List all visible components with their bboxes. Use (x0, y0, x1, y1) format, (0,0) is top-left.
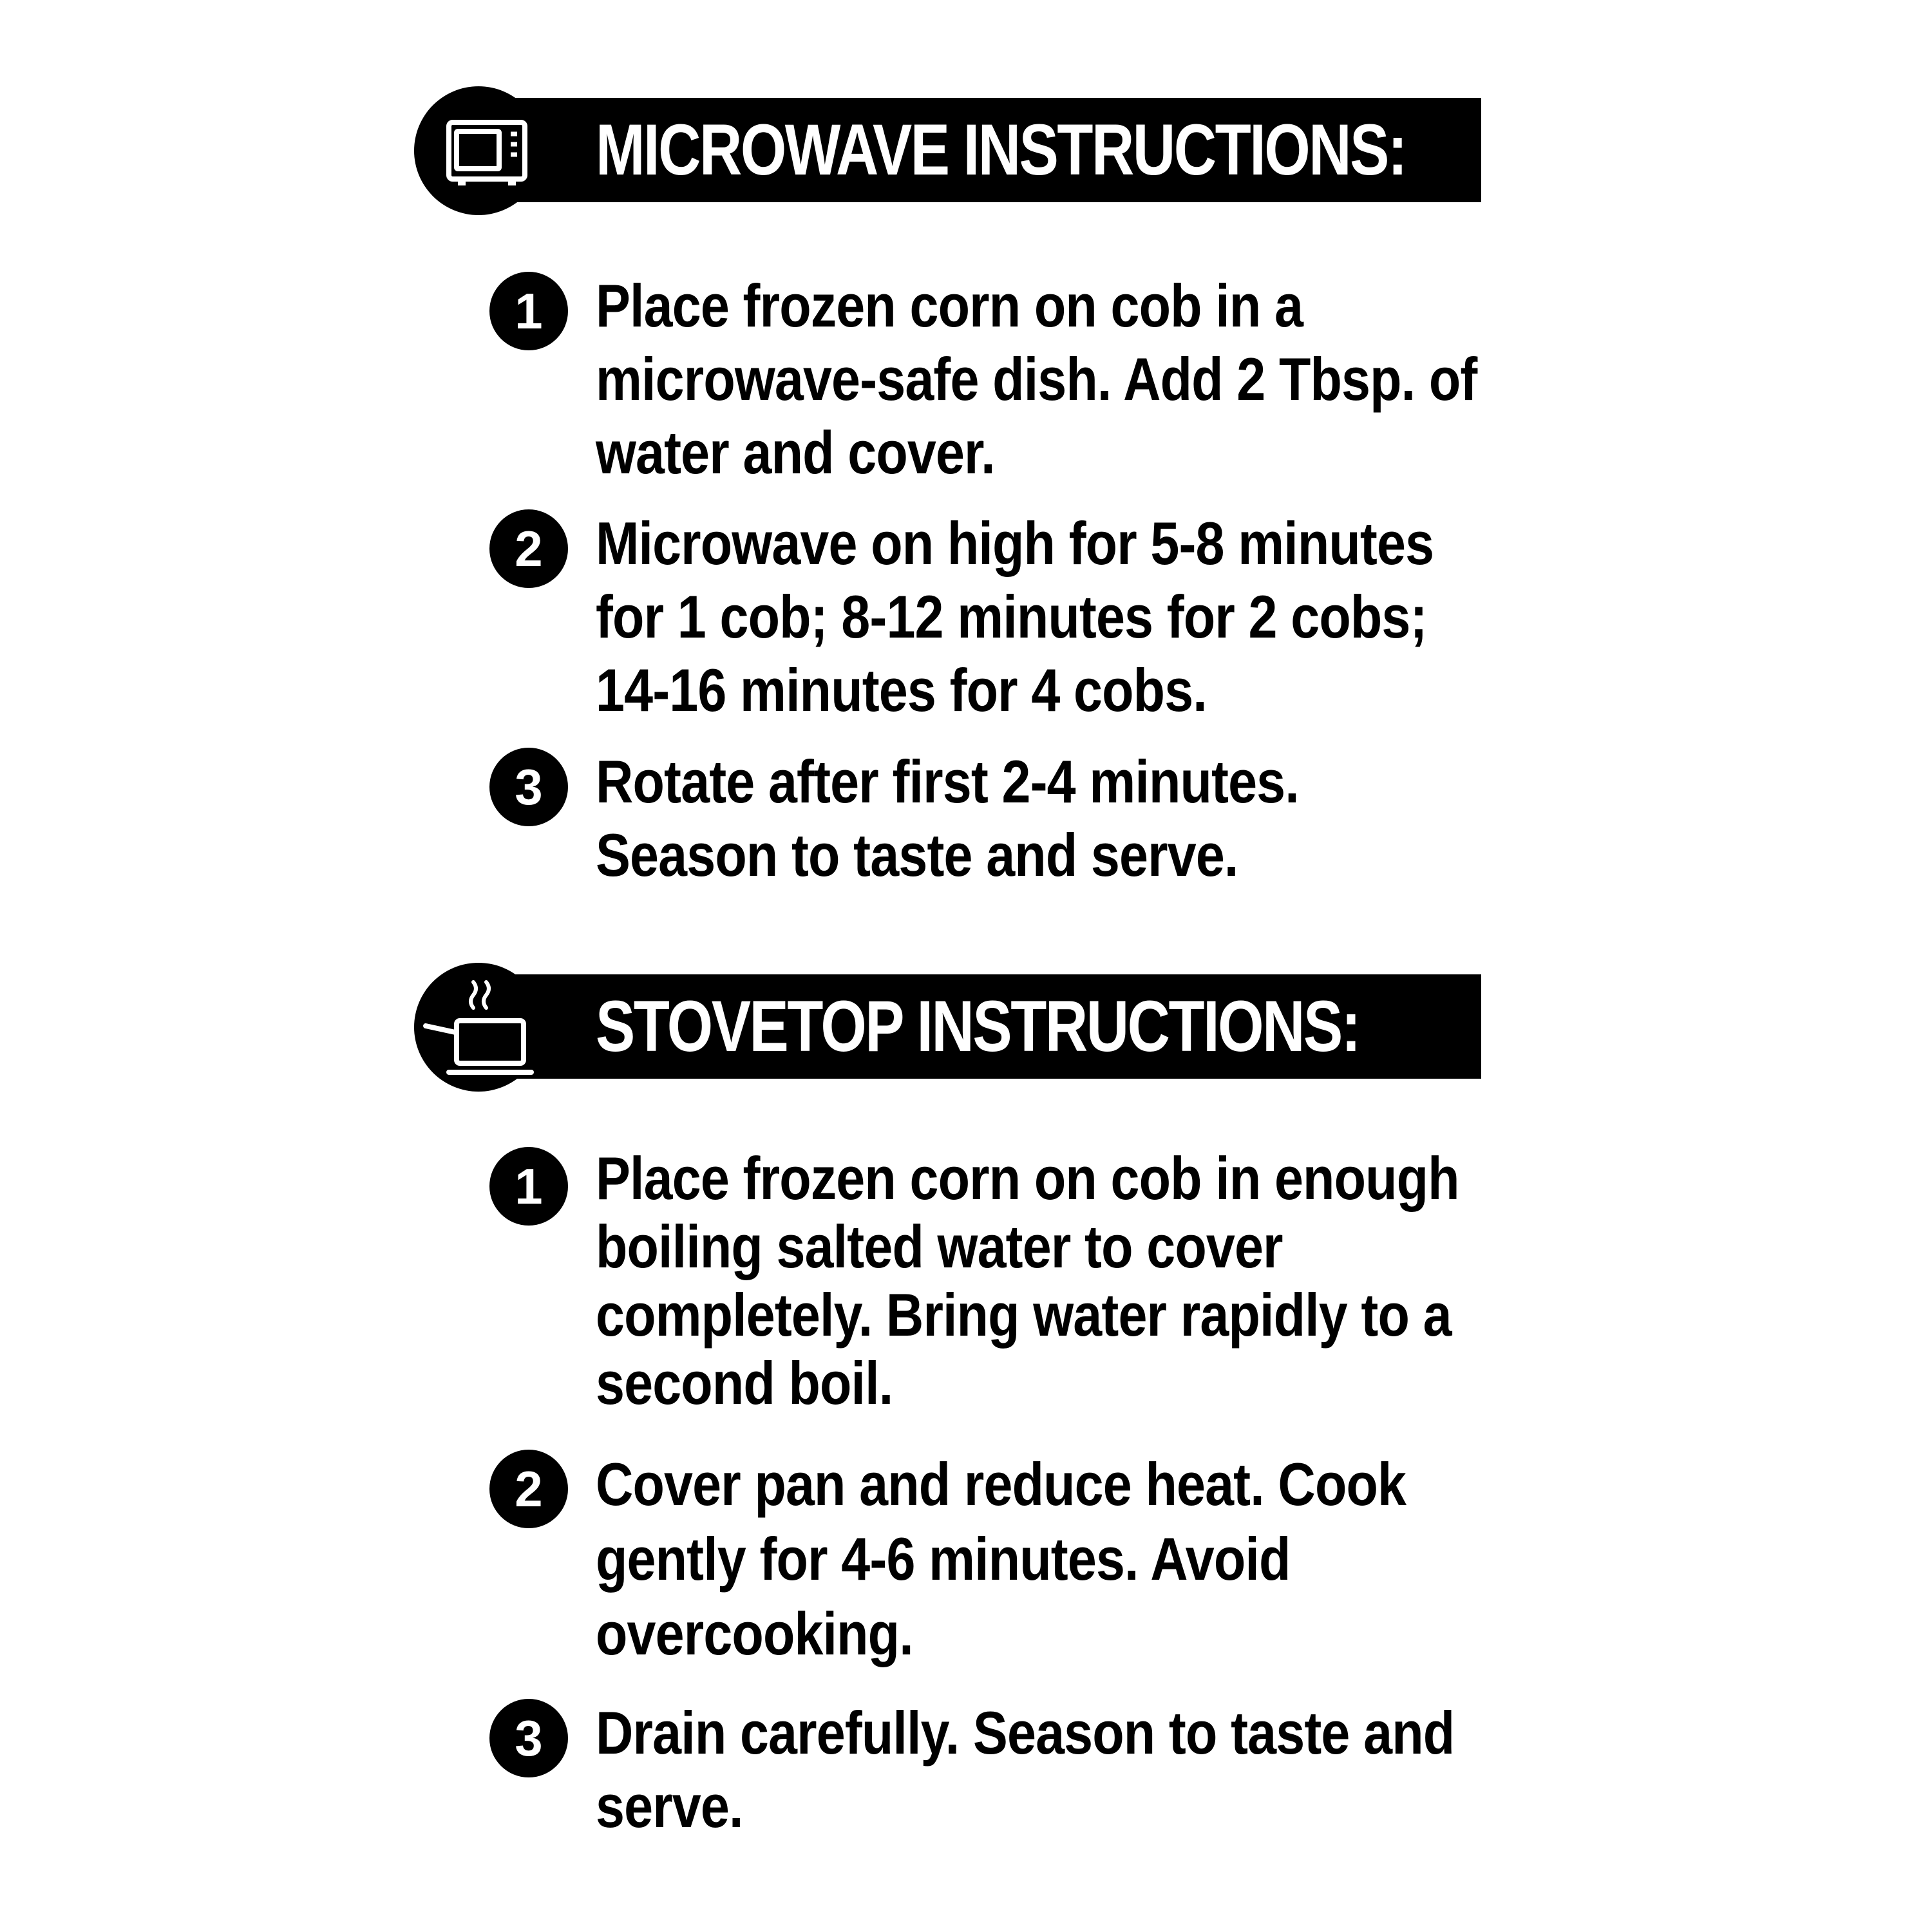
steaming-pot-icon (414, 963, 543, 1092)
step-text: Place frozen corn on cob in enough boiling salted water to cover completely. Bring water rapidly to a second boil. (596, 1144, 1459, 1417)
step-number-badge: 3 (489, 748, 568, 826)
step-number-badge: 3 (489, 1699, 568, 1777)
step-text: Place frozen corn on cob in a microwave-safe dish. Add 2 Tbsp. of water and cover. (596, 272, 1477, 486)
step-number-badge: 2 (489, 1450, 568, 1528)
step-text: Microwave on high for 5-8 minutes for 1 cob; 8-12 minutes for 2 cobs; 14-16 minutes for 4 cobs. (596, 509, 1434, 724)
step-number-badge: 1 (489, 272, 568, 350)
step-text: Cover pan and reduce heat. Cook gently for 4-6 minutes. Avoid overcooking. (596, 1450, 1406, 1667)
step-text: Drain carefully. Season to taste and serve. (596, 1699, 1455, 1840)
step-number-badge: 1 (489, 1147, 568, 1226)
step-text: Rotate after first 2-4 minutes. Season to taste and serve. (596, 748, 1299, 889)
microwave-icon (414, 86, 543, 215)
stovetop-title: STOVETOP INSTRUCTIONS: (596, 986, 1359, 1066)
step-number-badge: 2 (489, 509, 568, 588)
microwave-title: MICROWAVE INSTRUCTIONS: (596, 109, 1406, 190)
